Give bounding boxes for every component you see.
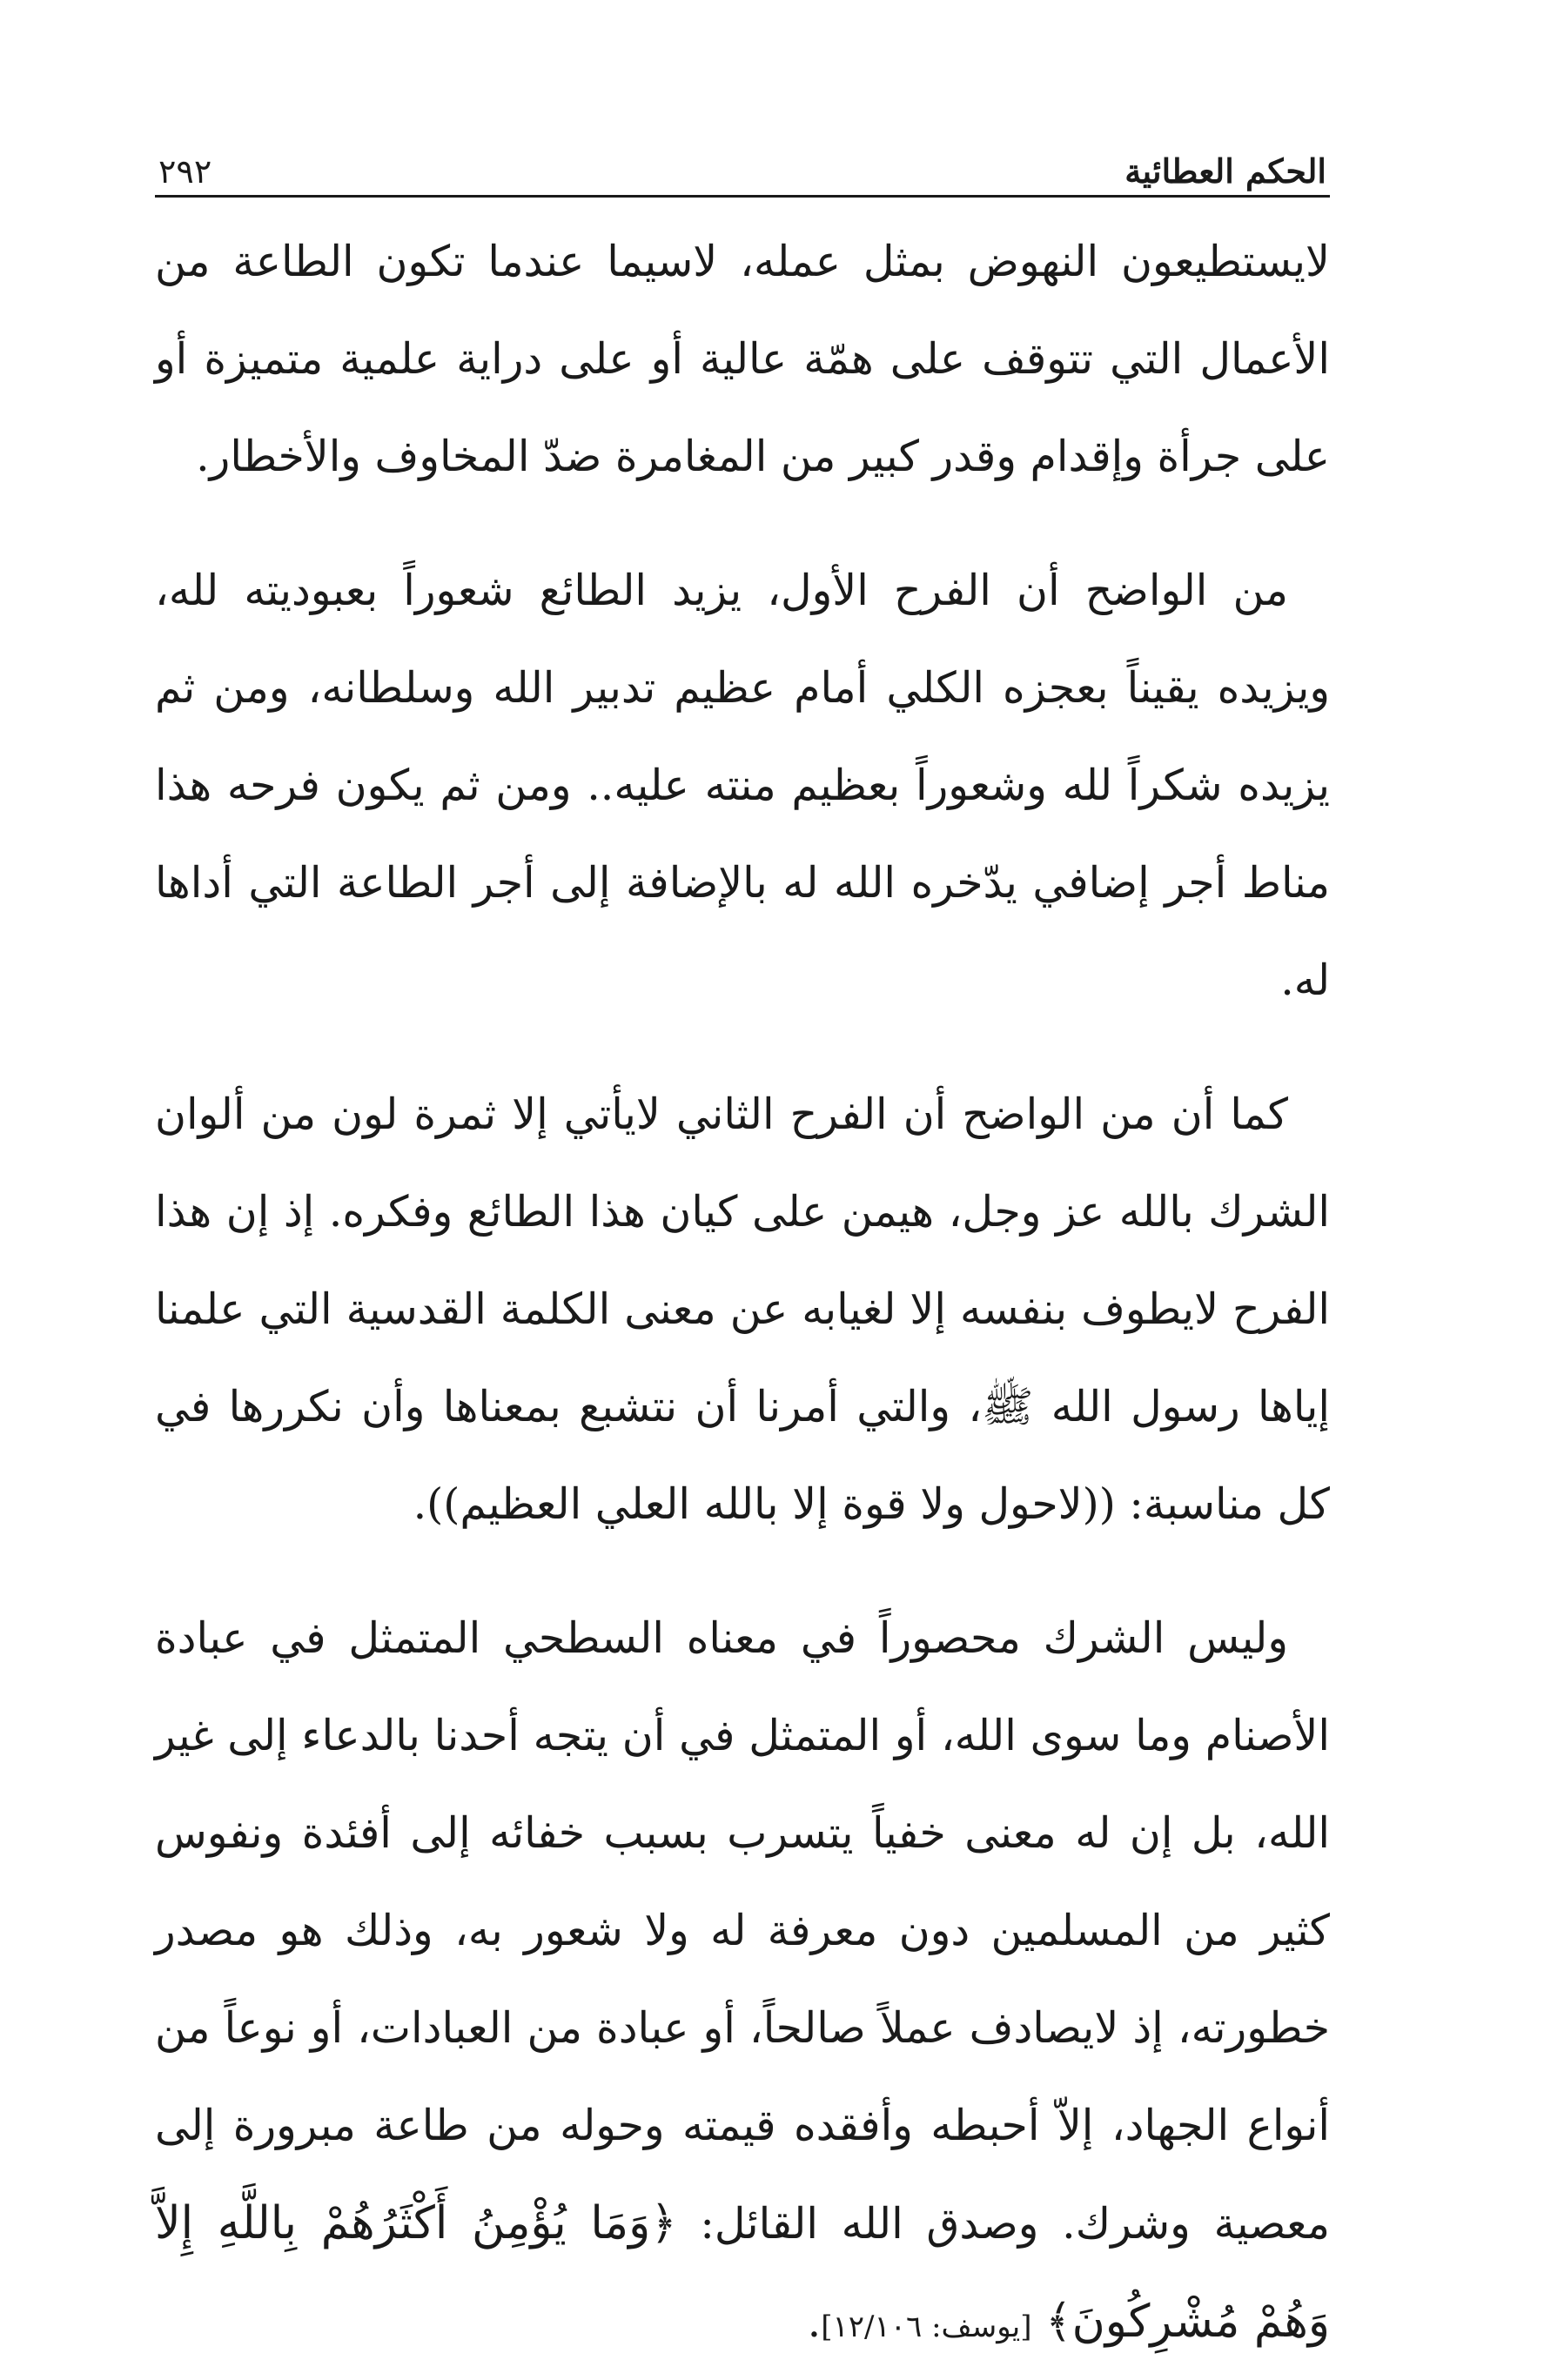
- paragraph-continuation: لايستطيعون النهوض بمثل عمله، لاسيما عندما تكون الطاعة من الأعمال التي تتوقف على همّة عالية أو على دراية علمية متميزة أو على جرأة وإقدام وقدر كبير من المغامرة ضدّ المخاوف والأخطار.: [155, 237, 1330, 481]
- paragraph-hidden-shirk-text: وليس الشرك محصوراً في معناه السطحي المتمثل في عبادة الأصنام وما سوى الله، أو المتمثل في أن يتجه أحدنا بالدعاء إلى غير الله، بل إن له معنى خفياً يتسرب بسبب خفائه إلى أفئدة ونفوس كثير من المسلمين دون معرفة له ولا شعور به، وذلك هو مصدر خطورته، إذ لايصادف عملاً صالحاً، أو عبادة من العبادات، أو نوعاً من أنواع الجهاد، إلاّ أحبطه وأفقده قيمته وحوله من طاعة مبرورة إلى معصية وشرك. وصدق الله القائل:: [155, 1613, 1330, 2249]
- running-header: [155, 131, 1330, 198]
- paragraph-hidden-shirk: [155, 1590, 1330, 2376]
- page-number: ٢٩٢: [158, 152, 212, 191]
- paragraph-end-mark: .: [807, 2297, 822, 2347]
- verse-citation: [يوسف: ١٢/١٠٦]: [821, 2310, 1032, 2344]
- header-title: الحكم العطائية: [1124, 151, 1326, 191]
- book-page: [155, 131, 1330, 2348]
- quran-verse: ﴿وَمَا يُؤْمِنُ أَكْثَرُهُمْ بِاللَّهِ إِلاَّ وَهُمْ مُشْرِكُونَ﴾: [155, 2197, 1330, 2348]
- paragraph-second-joy: كما أن من الواضح أن الفرح الثاني لايأتي إلا ثمرة لون من ألوان الشرك بالله عز وجل، هيمن على كيان هذا الطائع وفكره. إذ إن هذا الفرح لايطوف بنفسه إلا لغيابه عن معنى الكلمة القدسية التي علمنا إياها رسول الله ﷺ، والتي أمرنا أن نتشبع بمعناها وأن نكررها في كل مناسبة: ((لاحول ولا قوة إلا بالله العلي العظيم)).: [155, 1089, 1330, 1529]
- page-body: [155, 198, 1330, 2376]
- paragraph-first-joy: من الواضح أن الفرح الأول، يزيد الطائع شعوراً بعبوديته لله، ويزيده يقيناً بعجزه الكلي أمام عظيم تدبير الله وسلطانه، ومن ثم يزيده شكراً لله وشعوراً بعظيم منته عليه.. ومن ثم يكون فرحه هذا مناط أجر إضافي يدّخره الله له بالإضافة إلى أجر الطاعة التي أداها له.: [155, 566, 1330, 1005]
